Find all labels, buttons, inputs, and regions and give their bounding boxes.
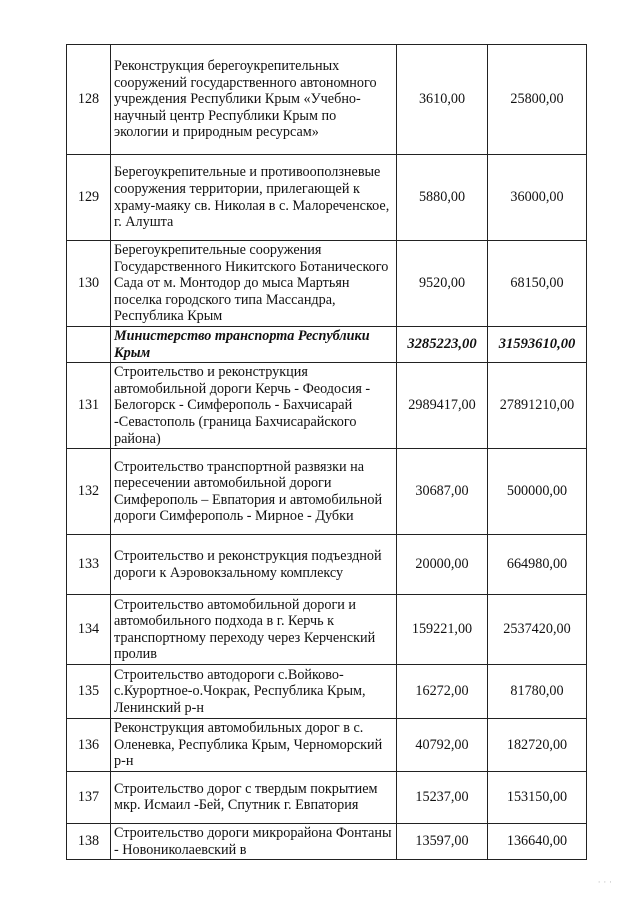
object-description: Реконструкция автомобильных дорог в с. Оленевка, Республика Крым, Черноморский р-н bbox=[111, 719, 397, 772]
table-row bbox=[67, 665, 587, 719]
amount-col-2: 36000,00 bbox=[488, 155, 587, 241]
table-row bbox=[67, 449, 587, 535]
row-number: 137 bbox=[67, 771, 111, 823]
amount-col-1: 5880,00 bbox=[397, 155, 488, 241]
amount-col-2: 2537420,00 bbox=[488, 595, 587, 665]
object-description: Строительство дороги микрорайона Фонтаны - Новониколаевский в bbox=[111, 823, 397, 859]
object-description: Берегоукрепительные сооружения Государственного Никитского Ботанического Сада от м. Монтодор до мыса Мартьян поселка городского типа Массандра, Республика Крым bbox=[111, 241, 397, 327]
row-number: 132 bbox=[67, 449, 111, 535]
budget-table-body bbox=[67, 45, 587, 860]
amount-col-1: 15237,00 bbox=[397, 771, 488, 823]
amount-col-2: 500000,00 bbox=[488, 449, 587, 535]
row-number: 130 bbox=[67, 241, 111, 327]
amount-col-2: 27891210,00 bbox=[488, 363, 587, 449]
object-description: Строительство автомобильной дороги и автомобильного подхода в г. Керчь к транспортному переходу через Керченский пролив bbox=[111, 595, 397, 665]
amount-col-1: 9520,00 bbox=[397, 241, 488, 327]
row-number: 131 bbox=[67, 363, 111, 449]
table-row bbox=[67, 45, 587, 155]
table-row bbox=[67, 155, 587, 241]
row-number bbox=[67, 327, 111, 363]
table-row bbox=[67, 595, 587, 665]
amount-col-1: 30687,00 bbox=[397, 449, 488, 535]
amount-col-2: 136640,00 bbox=[488, 823, 587, 859]
row-number: 129 bbox=[67, 155, 111, 241]
scan-mark: · · · bbox=[597, 878, 612, 888]
amount-col-1: 16272,00 bbox=[397, 665, 488, 719]
object-description: Берегоукрепительные и противооползневые сооружения территории, прилегающей к храму-маяку св. Николая в с. Малореченское, г. Алушта bbox=[111, 155, 397, 241]
amount-col-2: 153150,00 bbox=[488, 771, 587, 823]
amount-col-1: 2989417,00 bbox=[397, 363, 488, 449]
amount-col-1: 13597,00 bbox=[397, 823, 488, 859]
amount-col-1: 3610,00 bbox=[397, 45, 488, 155]
amount-col-1: 40792,00 bbox=[397, 719, 488, 772]
row-number: 138 bbox=[67, 823, 111, 859]
amount-col-1: 20000,00 bbox=[397, 535, 488, 595]
object-description: Строительство и реконструкция автомобильной дороги Керчь - Феодосия - Белогорск - Симферополь - Бахчисарай -Севастополь (граница Бахчисарайского района) bbox=[111, 363, 397, 449]
amount-col-1: 3285223,00 bbox=[397, 327, 488, 363]
object-description: Строительство автодороги с.Войково-с.Курортное-о.Чокрак, Республика Крым, Ленинский р-н bbox=[111, 665, 397, 719]
row-number: 133 bbox=[67, 535, 111, 595]
object-description: Строительство и реконструкция подъездной дороги к Аэровокзальному комплексу bbox=[111, 535, 397, 595]
amount-col-2: 664980,00 bbox=[488, 535, 587, 595]
table-row bbox=[67, 241, 587, 327]
amount-col-2: 68150,00 bbox=[488, 241, 587, 327]
amount-col-2: 25800,00 bbox=[488, 45, 587, 155]
table-row bbox=[67, 771, 587, 823]
row-number: 135 bbox=[67, 665, 111, 719]
row-number: 134 bbox=[67, 595, 111, 665]
table-row bbox=[67, 363, 587, 449]
object-description: Строительство дорог с твердым покрытием мкр. Исмаил -Бей, Спутник г. Евпатория bbox=[111, 771, 397, 823]
amount-col-2: 81780,00 bbox=[488, 665, 587, 719]
table-row bbox=[67, 823, 587, 859]
table-row bbox=[67, 535, 587, 595]
row-number: 136 bbox=[67, 719, 111, 772]
amount-col-1: 159221,00 bbox=[397, 595, 488, 665]
amount-col-2: 31593610,00 bbox=[488, 327, 587, 363]
table-row bbox=[67, 719, 587, 772]
object-description: Реконструкция берегоукрепительных сооружений государственного автономного учреждения Республики Крым «Учебно-научный центр Республики Крым по экологии и природным ресурсам» bbox=[111, 45, 397, 155]
object-description: Строительство транспортной развязки на пересечении автомобильной дороги Симферополь – Евпатория и автомобильной дороги Симферополь - Мирное - Дубки bbox=[111, 449, 397, 535]
row-number: 128 bbox=[67, 45, 111, 155]
budget-table bbox=[66, 44, 587, 860]
section-row bbox=[67, 327, 587, 363]
section-title: Министерство транспорта Республики Крым bbox=[111, 327, 397, 363]
amount-col-2: 182720,00 bbox=[488, 719, 587, 772]
